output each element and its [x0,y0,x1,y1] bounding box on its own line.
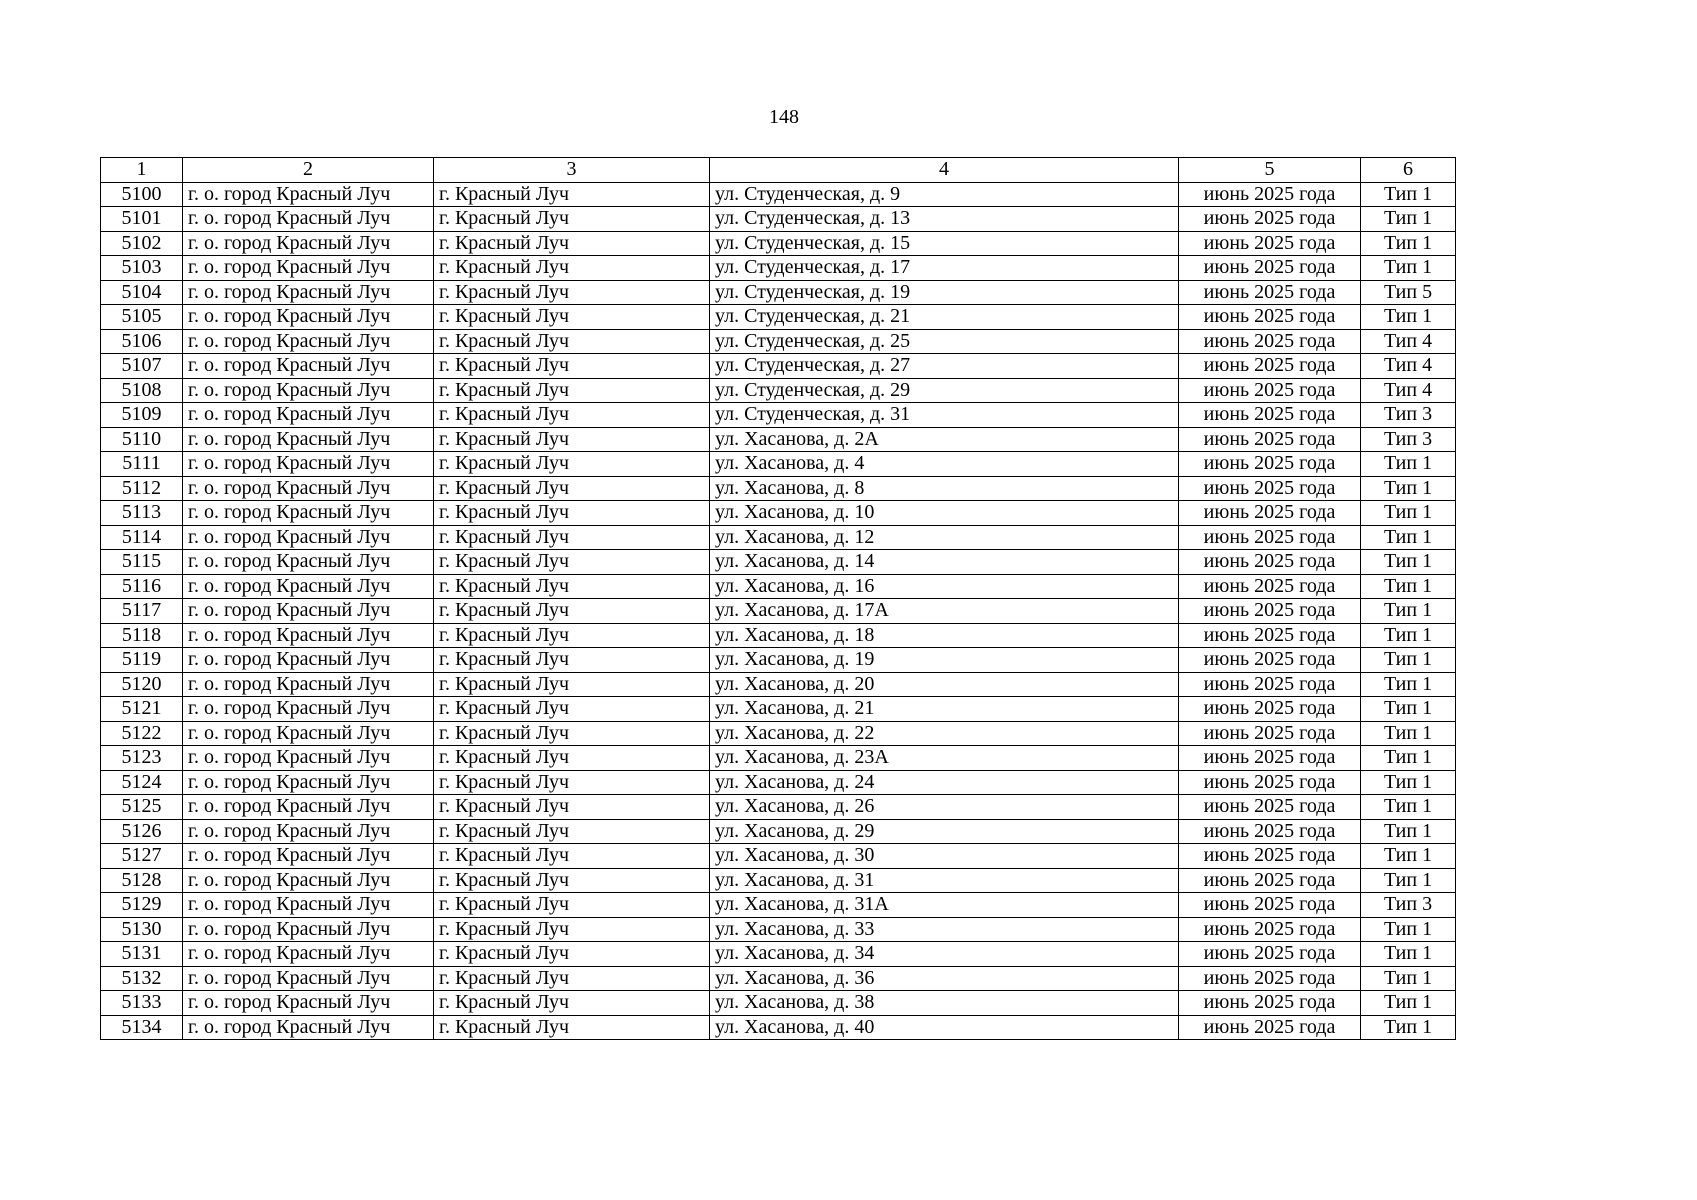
cell-address: ул. Хасанова, д. 14 [710,550,1179,575]
cell-date: июнь 2025 года [1179,991,1361,1016]
cell-address: ул. Хасанова, д. 20 [710,672,1179,697]
cell-row-number: 5103 [101,256,183,281]
header-col-2: 2 [183,158,434,183]
cell-date: июнь 2025 года [1179,697,1361,722]
cell-type: Тип 1 [1361,623,1456,648]
cell-address: ул. Хасанова, д. 30 [710,844,1179,869]
cell-address: ул. Хасанова, д. 31А [710,893,1179,918]
table-row [101,525,1456,550]
cell-settlement: г. Красный Луч [434,623,710,648]
cell-settlement: г. Красный Луч [434,525,710,550]
cell-settlement: г. Красный Луч [434,256,710,281]
cell-address: ул. Хасанова, д. 24 [710,770,1179,795]
cell-type: Тип 3 [1361,427,1456,452]
cell-address: ул. Хасанова, д. 2А [710,427,1179,452]
cell-address: ул. Студенческая, д. 25 [710,329,1179,354]
cell-address: ул. Хасанова, д. 21 [710,697,1179,722]
cell-row-number: 5102 [101,231,183,256]
table-row [101,721,1456,746]
cell-municipality: г. о. город Красный Луч [183,966,434,991]
table-row [101,1015,1456,1040]
cell-type: Тип 1 [1361,574,1456,599]
cell-type: Тип 1 [1361,721,1456,746]
cell-municipality: г. о. город Красный Луч [183,623,434,648]
cell-type: Тип 1 [1361,746,1456,771]
cell-municipality: г. о. город Красный Луч [183,746,434,771]
cell-row-number: 5106 [101,329,183,354]
cell-row-number: 5128 [101,868,183,893]
cell-row-number: 5119 [101,648,183,673]
cell-municipality: г. о. город Красный Луч [183,501,434,526]
cell-date: июнь 2025 года [1179,844,1361,869]
cell-settlement: г. Красный Луч [434,697,710,722]
cell-address: ул. Хасанова, д. 10 [710,501,1179,526]
cell-municipality: г. о. город Красный Луч [183,991,434,1016]
table-row [101,966,1456,991]
cell-settlement: г. Красный Луч [434,844,710,869]
cell-municipality: г. о. город Красный Луч [183,354,434,379]
table-row [101,501,1456,526]
table-row [101,207,1456,232]
cell-type: Тип 1 [1361,525,1456,550]
cell-row-number: 5127 [101,844,183,869]
header-col-1: 1 [101,158,183,183]
cell-row-number: 5123 [101,746,183,771]
table-row [101,280,1456,305]
cell-type: Тип 1 [1361,697,1456,722]
cell-settlement: г. Красный Луч [434,280,710,305]
cell-date: июнь 2025 года [1179,574,1361,599]
cell-municipality: г. о. город Красный Луч [183,697,434,722]
cell-date: июнь 2025 года [1179,1015,1361,1040]
table-row [101,231,1456,256]
cell-row-number: 5120 [101,672,183,697]
cell-municipality: г. о. город Красный Луч [183,1015,434,1040]
cell-municipality: г. о. город Красный Луч [183,819,434,844]
cell-row-number: 5113 [101,501,183,526]
cell-address: ул. Студенческая, д. 17 [710,256,1179,281]
cell-address: ул. Хасанова, д. 29 [710,819,1179,844]
cell-date: июнь 2025 года [1179,746,1361,771]
cell-date: июнь 2025 года [1179,525,1361,550]
cell-date: июнь 2025 года [1179,403,1361,428]
cell-row-number: 5111 [101,452,183,477]
cell-row-number: 5130 [101,917,183,942]
table-row [101,452,1456,477]
cell-type: Тип 4 [1361,354,1456,379]
cell-type: Тип 1 [1361,795,1456,820]
cell-date: июнь 2025 года [1179,721,1361,746]
cell-row-number: 5101 [101,207,183,232]
cell-row-number: 5134 [101,1015,183,1040]
cell-row-number: 5129 [101,893,183,918]
table-row [101,893,1456,918]
cell-address: ул. Хасанова, д. 23А [710,746,1179,771]
cell-settlement: г. Красный Луч [434,207,710,232]
cell-address: ул. Хасанова, д. 34 [710,942,1179,967]
cell-row-number: 5105 [101,305,183,330]
cell-address: ул. Хасанова, д. 16 [710,574,1179,599]
header-col-6: 6 [1361,158,1456,183]
cell-address: ул. Студенческая, д. 27 [710,354,1179,379]
cell-date: июнь 2025 года [1179,942,1361,967]
cell-date: июнь 2025 года [1179,795,1361,820]
cell-settlement: г. Красный Луч [434,452,710,477]
table-row [101,868,1456,893]
cell-row-number: 5114 [101,525,183,550]
cell-type: Тип 4 [1361,378,1456,403]
cell-date: июнь 2025 года [1179,917,1361,942]
cell-row-number: 5108 [101,378,183,403]
cell-settlement: г. Красный Луч [434,942,710,967]
housing-table [100,157,1456,1040]
cell-type: Тип 1 [1361,672,1456,697]
cell-row-number: 5125 [101,795,183,820]
cell-settlement: г. Красный Луч [434,991,710,1016]
cell-type: Тип 3 [1361,893,1456,918]
cell-settlement: г. Красный Луч [434,648,710,673]
cell-settlement: г. Красный Луч [434,721,710,746]
cell-date: июнь 2025 года [1179,182,1361,207]
cell-municipality: г. о. город Красный Луч [183,648,434,673]
cell-date: июнь 2025 года [1179,452,1361,477]
cell-municipality: г. о. город Красный Луч [183,599,434,624]
cell-municipality: г. о. город Красный Луч [183,525,434,550]
cell-settlement: г. Красный Луч [434,476,710,501]
cell-type: Тип 1 [1361,452,1456,477]
table-row [101,697,1456,722]
table-row [101,917,1456,942]
cell-address: ул. Студенческая, д. 19 [710,280,1179,305]
cell-type: Тип 1 [1361,231,1456,256]
cell-settlement: г. Красный Луч [434,305,710,330]
cell-date: июнь 2025 года [1179,427,1361,452]
cell-municipality: г. о. город Красный Луч [183,893,434,918]
cell-municipality: г. о. город Красный Луч [183,280,434,305]
cell-date: июнь 2025 года [1179,770,1361,795]
cell-settlement: г. Красный Луч [434,917,710,942]
cell-type: Тип 1 [1361,550,1456,575]
table-row [101,746,1456,771]
table-row [101,427,1456,452]
cell-row-number: 5116 [101,574,183,599]
cell-type: Тип 1 [1361,305,1456,330]
cell-settlement: г. Красный Луч [434,231,710,256]
cell-address: ул. Студенческая, д. 29 [710,378,1179,403]
cell-date: июнь 2025 года [1179,623,1361,648]
cell-row-number: 5112 [101,476,183,501]
table-row [101,378,1456,403]
cell-address: ул. Хасанова, д. 4 [710,452,1179,477]
cell-settlement: г. Красный Луч [434,1015,710,1040]
table-row [101,182,1456,207]
cell-type: Тип 1 [1361,868,1456,893]
cell-municipality: г. о. город Красный Луч [183,207,434,232]
header-col-3: 3 [434,158,710,183]
cell-type: Тип 1 [1361,256,1456,281]
cell-date: июнь 2025 года [1179,550,1361,575]
cell-row-number: 5118 [101,623,183,648]
cell-date: июнь 2025 года [1179,231,1361,256]
cell-type: Тип 1 [1361,207,1456,232]
cell-date: июнь 2025 года [1179,966,1361,991]
cell-settlement: г. Красный Луч [434,819,710,844]
cell-settlement: г. Красный Луч [434,427,710,452]
cell-row-number: 5122 [101,721,183,746]
cell-date: июнь 2025 года [1179,501,1361,526]
cell-date: июнь 2025 года [1179,378,1361,403]
cell-row-number: 5124 [101,770,183,795]
table-row [101,476,1456,501]
cell-municipality: г. о. город Красный Луч [183,403,434,428]
cell-address: ул. Хасанова, д. 12 [710,525,1179,550]
cell-address: ул. Хасанова, д. 38 [710,991,1179,1016]
cell-municipality: г. о. город Красный Луч [183,182,434,207]
cell-address: ул. Студенческая, д. 13 [710,207,1179,232]
cell-type: Тип 1 [1361,819,1456,844]
cell-row-number: 5107 [101,354,183,379]
cell-date: июнь 2025 года [1179,648,1361,673]
header-col-5: 5 [1179,158,1361,183]
table-row [101,305,1456,330]
cell-municipality: г. о. город Красный Луч [183,795,434,820]
cell-date: июнь 2025 года [1179,893,1361,918]
cell-municipality: г. о. город Красный Луч [183,476,434,501]
cell-row-number: 5126 [101,819,183,844]
cell-date: июнь 2025 года [1179,476,1361,501]
cell-settlement: г. Красный Луч [434,770,710,795]
cell-municipality: г. о. город Красный Луч [183,917,434,942]
cell-municipality: г. о. город Красный Луч [183,256,434,281]
cell-row-number: 5117 [101,599,183,624]
cell-row-number: 5132 [101,966,183,991]
table-row [101,991,1456,1016]
cell-settlement: г. Красный Луч [434,599,710,624]
cell-type: Тип 1 [1361,182,1456,207]
cell-date: июнь 2025 года [1179,868,1361,893]
cell-type: Тип 1 [1361,942,1456,967]
cell-type: Тип 1 [1361,991,1456,1016]
cell-date: июнь 2025 года [1179,305,1361,330]
cell-municipality: г. о. город Красный Луч [183,329,434,354]
cell-type: Тип 1 [1361,599,1456,624]
cell-date: июнь 2025 года [1179,599,1361,624]
table-row [101,623,1456,648]
cell-municipality: г. о. город Красный Луч [183,305,434,330]
cell-row-number: 5133 [101,991,183,1016]
cell-municipality: г. о. город Красный Луч [183,942,434,967]
table-row [101,329,1456,354]
table-row [101,672,1456,697]
table-body [101,182,1456,1040]
cell-address: ул. Хасанова, д. 33 [710,917,1179,942]
table-row [101,648,1456,673]
cell-address: ул. Хасанова, д. 17А [710,599,1179,624]
cell-settlement: г. Красный Луч [434,378,710,403]
cell-date: июнь 2025 года [1179,280,1361,305]
table-row [101,550,1456,575]
table-header-row [101,158,1456,183]
cell-address: ул. Хасанова, д. 22 [710,721,1179,746]
table-row [101,599,1456,624]
cell-municipality: г. о. город Красный Луч [183,868,434,893]
cell-settlement: г. Красный Луч [434,893,710,918]
cell-date: июнь 2025 года [1179,672,1361,697]
cell-address: ул. Студенческая, д. 21 [710,305,1179,330]
cell-type: Тип 1 [1361,1015,1456,1040]
cell-settlement: г. Красный Луч [434,795,710,820]
cell-address: ул. Хасанова, д. 19 [710,648,1179,673]
table-row [101,795,1456,820]
cell-municipality: г. о. город Красный Луч [183,231,434,256]
cell-municipality: г. о. город Красный Луч [183,378,434,403]
cell-municipality: г. о. город Красный Луч [183,452,434,477]
cell-row-number: 5115 [101,550,183,575]
cell-date: июнь 2025 года [1179,256,1361,281]
cell-address: ул. Хасанова, д. 18 [710,623,1179,648]
table-row [101,942,1456,967]
cell-settlement: г. Красный Луч [434,329,710,354]
cell-type: Тип 1 [1361,648,1456,673]
cell-settlement: г. Красный Луч [434,403,710,428]
cell-row-number: 5100 [101,182,183,207]
cell-address: ул. Хасанова, д. 26 [710,795,1179,820]
cell-address: ул. Хасанова, д. 36 [710,966,1179,991]
table-row [101,256,1456,281]
cell-date: июнь 2025 года [1179,354,1361,379]
cell-row-number: 5110 [101,427,183,452]
cell-municipality: г. о. город Красный Луч [183,550,434,575]
table-row [101,770,1456,795]
header-col-4: 4 [710,158,1179,183]
cell-type: Тип 5 [1361,280,1456,305]
cell-type: Тип 3 [1361,403,1456,428]
cell-settlement: г. Красный Луч [434,672,710,697]
cell-municipality: г. о. город Красный Луч [183,427,434,452]
cell-settlement: г. Красный Луч [434,868,710,893]
table-row [101,574,1456,599]
cell-settlement: г. Красный Луч [434,574,710,599]
cell-date: июнь 2025 года [1179,207,1361,232]
table-row [101,819,1456,844]
cell-address: ул. Хасанова, д. 31 [710,868,1179,893]
cell-address: ул. Студенческая, д. 15 [710,231,1179,256]
cell-type: Тип 1 [1361,844,1456,869]
cell-date: июнь 2025 года [1179,819,1361,844]
cell-municipality: г. о. город Красный Луч [183,574,434,599]
cell-type: Тип 1 [1361,966,1456,991]
table-row [101,844,1456,869]
cell-type: Тип 1 [1361,917,1456,942]
cell-settlement: г. Красный Луч [434,550,710,575]
cell-type: Тип 1 [1361,476,1456,501]
cell-settlement: г. Красный Луч [434,966,710,991]
cell-type: Тип 4 [1361,329,1456,354]
cell-address: ул. Студенческая, д. 9 [710,182,1179,207]
cell-row-number: 5131 [101,942,183,967]
cell-municipality: г. о. город Красный Луч [183,770,434,795]
cell-municipality: г. о. город Красный Луч [183,721,434,746]
cell-row-number: 5121 [101,697,183,722]
cell-settlement: г. Красный Луч [434,354,710,379]
cell-row-number: 5104 [101,280,183,305]
cell-date: июнь 2025 года [1179,329,1361,354]
cell-row-number: 5109 [101,403,183,428]
cell-type: Тип 1 [1361,501,1456,526]
table-row [101,354,1456,379]
cell-address: ул. Хасанова, д. 40 [710,1015,1179,1040]
cell-municipality: г. о. город Красный Луч [183,844,434,869]
cell-settlement: г. Красный Луч [434,182,710,207]
cell-address: ул. Хасанова, д. 8 [710,476,1179,501]
cell-address: ул. Студенческая, д. 31 [710,403,1179,428]
cell-municipality: г. о. город Красный Луч [183,672,434,697]
cell-type: Тип 1 [1361,770,1456,795]
cell-settlement: г. Красный Луч [434,746,710,771]
cell-settlement: г. Красный Луч [434,501,710,526]
page-number: 148 [769,106,799,128]
table-row [101,403,1456,428]
